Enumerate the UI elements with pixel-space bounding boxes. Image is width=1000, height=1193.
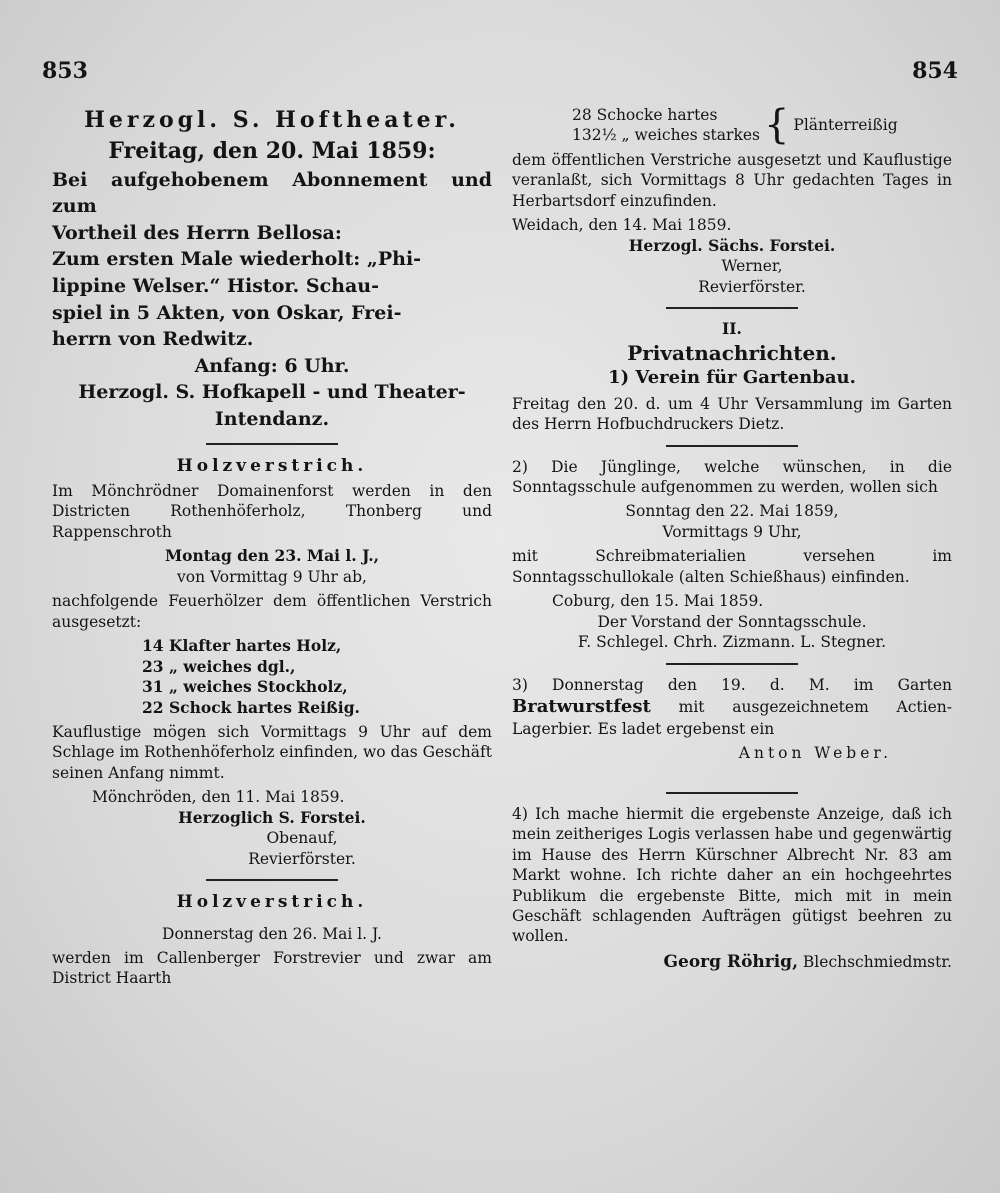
holz1-paragraph-3: Kauflustige mögen sich Vormittags 9 Uhr auf dem Schlage im Rothenhöferholz einfinden, wo das Geschäft seinen Anfang nimmt. <box>52 722 492 782</box>
notice-1-title: 1) Verein für Gartenbau. <box>608 366 856 388</box>
divider <box>666 307 798 309</box>
theater-title: Herzogl. S. Hoftheater. <box>84 107 460 133</box>
list-item: 31 „ weiches Stockholz, <box>142 677 348 697</box>
notice-2-names: F. Schlegel. Chrh. Zizmann. L. Stegner. <box>577 633 887 652</box>
play-line-1: Zum ersten Male wiederholt: „Phi- <box>52 248 422 271</box>
notice-4-role: Blechschmiedmstr. <box>802 952 952 971</box>
theater-vortheil: Vortheil des Herrn Bellosa: <box>52 221 342 244</box>
holz1-date-2: von Vormittag 9 Uhr ab, <box>177 567 367 586</box>
notice-2-text: 2) Die Jünglinge, welche wünschen, in die Sonntagsschule aufgenommen zu werden, wollen sich <box>512 457 952 497</box>
intendanz-line-2: Intendanz. <box>214 407 330 430</box>
play-line-4: herrn von Redwitz. <box>52 328 254 351</box>
list-item: 14 Klafter hartes Holz, <box>142 636 342 656</box>
right-signer-name-1: Werner, <box>721 257 783 276</box>
holz1-signer-name: Obenauf, <box>266 829 338 848</box>
list-item: 23 „ weiches dgl., <box>142 656 296 676</box>
holz1-item-list <box>52 636 492 718</box>
notice-4-text: 4) Ich mache hiermit die ergebenste Anzeige, daß ich mein zeitheriges Logis verlassen habe und gegenwärtig im Hause des Herrn Kürschner Albrecht Nr. 83 am Markt wohne. Ich richte daher an ein hochgeehrtes Publikum die ergebenste Bitte, mich mit in mein Geschäft schlagenden Aufträgen gütigst beehren zu wollen. <box>512 804 952 946</box>
notice-3-text-a: 3) Donnerstag den 19. d. M. im Garten <box>512 675 952 694</box>
left-column <box>52 105 492 993</box>
divider <box>666 792 798 794</box>
holz1-date-1: Montag den 23. Mai l. J., <box>164 546 380 566</box>
list-item: 132½ „ weiches starkes <box>572 126 760 145</box>
notice-4-name: Georg Röhrig, <box>663 951 798 972</box>
notice-2-text-2: mit Schreibmaterialien versehen im Sonntagsschullokale (alten Schießhaus) einfinden. <box>512 547 952 586</box>
holz1-authority: Herzoglich S. Forstei. <box>178 807 366 827</box>
divider <box>206 443 338 445</box>
theater-anfang: Anfang: 6 Uhr. <box>194 354 350 377</box>
divider <box>666 663 798 665</box>
curly-brace-icon: { <box>763 102 790 149</box>
right-column <box>512 102 952 973</box>
notice-1-text: Freitag den 20. d. um 4 Uhr Versammlung im Garten des Herrn Hofbuchdruckers Dietz. <box>512 394 952 434</box>
notice-3-signer: Anton Weber. <box>738 744 892 763</box>
notice-4-signature <box>512 951 952 973</box>
holz1-title: Holzverstrich. <box>176 455 368 476</box>
holz1-signer-role: Revierförster. <box>248 849 356 868</box>
section-title: Privatnachrichten. <box>627 340 837 365</box>
brace-label: Plänterreißig <box>793 116 898 135</box>
brace-list <box>512 102 952 149</box>
play-line-3: spiel in 5 Akten, von Oskar, Frei- <box>52 301 402 324</box>
holz2-title: Holzverstrich. <box>176 892 368 913</box>
right-place-date-1: Weidach, den 14. Mai 1859. <box>512 216 732 235</box>
notice-3-bold: Bratwurstfest <box>512 696 651 718</box>
holz2-date: Donnerstag den 26. Mai l. J. <box>162 924 382 943</box>
play-line-2: lippine Welser.“ Histor. Schau- <box>52 274 379 297</box>
holz2-paragraph-1: werden im Callenberger Forstrevier und zwar am District Haarth <box>52 949 492 988</box>
page-number-right: 854 <box>912 58 958 84</box>
notice-2-authority: Der Vorstand der Sonntagsschule. <box>597 612 867 631</box>
holz1-place-date: Mönchröden, den 11. Mai 1859. <box>92 788 345 807</box>
divider <box>666 445 798 447</box>
right-signer-role-1: Revierförster. <box>698 277 806 296</box>
theater-date: Freitag, den 20. Mai 1859: <box>108 137 436 164</box>
intendanz-line-1: Herzogl. S. Hofkapell - und Theater- <box>78 381 466 404</box>
list-item: 28 Schocke hartes <box>572 106 718 124</box>
right-paragraph-1: dem öffentlichen Verstriche ausgesetzt und Kauflustige veranlaßt, sich Vormittags 8 Uhr gedachten Tages in Herbartsdorf einzufinden. <box>512 150 952 210</box>
section-number: II. <box>722 319 742 339</box>
holz1-paragraph-1: Im Mönchrödner Domainenforst werden in den Districten Rothenhöferholz, Thonberg und Rappenschroth <box>52 481 492 541</box>
page-number-left: 853 <box>42 58 88 84</box>
notice-3-text-b: mit ausgezeichnetem Actien-Lagerbier. Es ladet ergebenst ein <box>512 698 952 738</box>
notice-2-place-date: Coburg, den 15. Mai 1859. <box>552 592 764 611</box>
notice-2-date-2: Vormittags 9 Uhr, <box>662 522 802 541</box>
right-authority-1: Herzogl. Sächs. Forstei. <box>628 235 836 255</box>
theater-abonnement: Bei aufgehobenem Abonnement und zum <box>52 168 492 218</box>
notice-2-date-1: Sonntag den 22. Mai 1859, <box>625 502 839 521</box>
notice-3-text <box>512 675 952 740</box>
brace-items <box>512 105 760 146</box>
divider <box>206 879 338 881</box>
holz1-paragraph-2: nachfolgende Feuerhölzer dem öffentlichen Verstrich ausgesetzt: <box>52 592 492 631</box>
list-item: 22 Schock hartes Reißig. <box>142 697 360 717</box>
